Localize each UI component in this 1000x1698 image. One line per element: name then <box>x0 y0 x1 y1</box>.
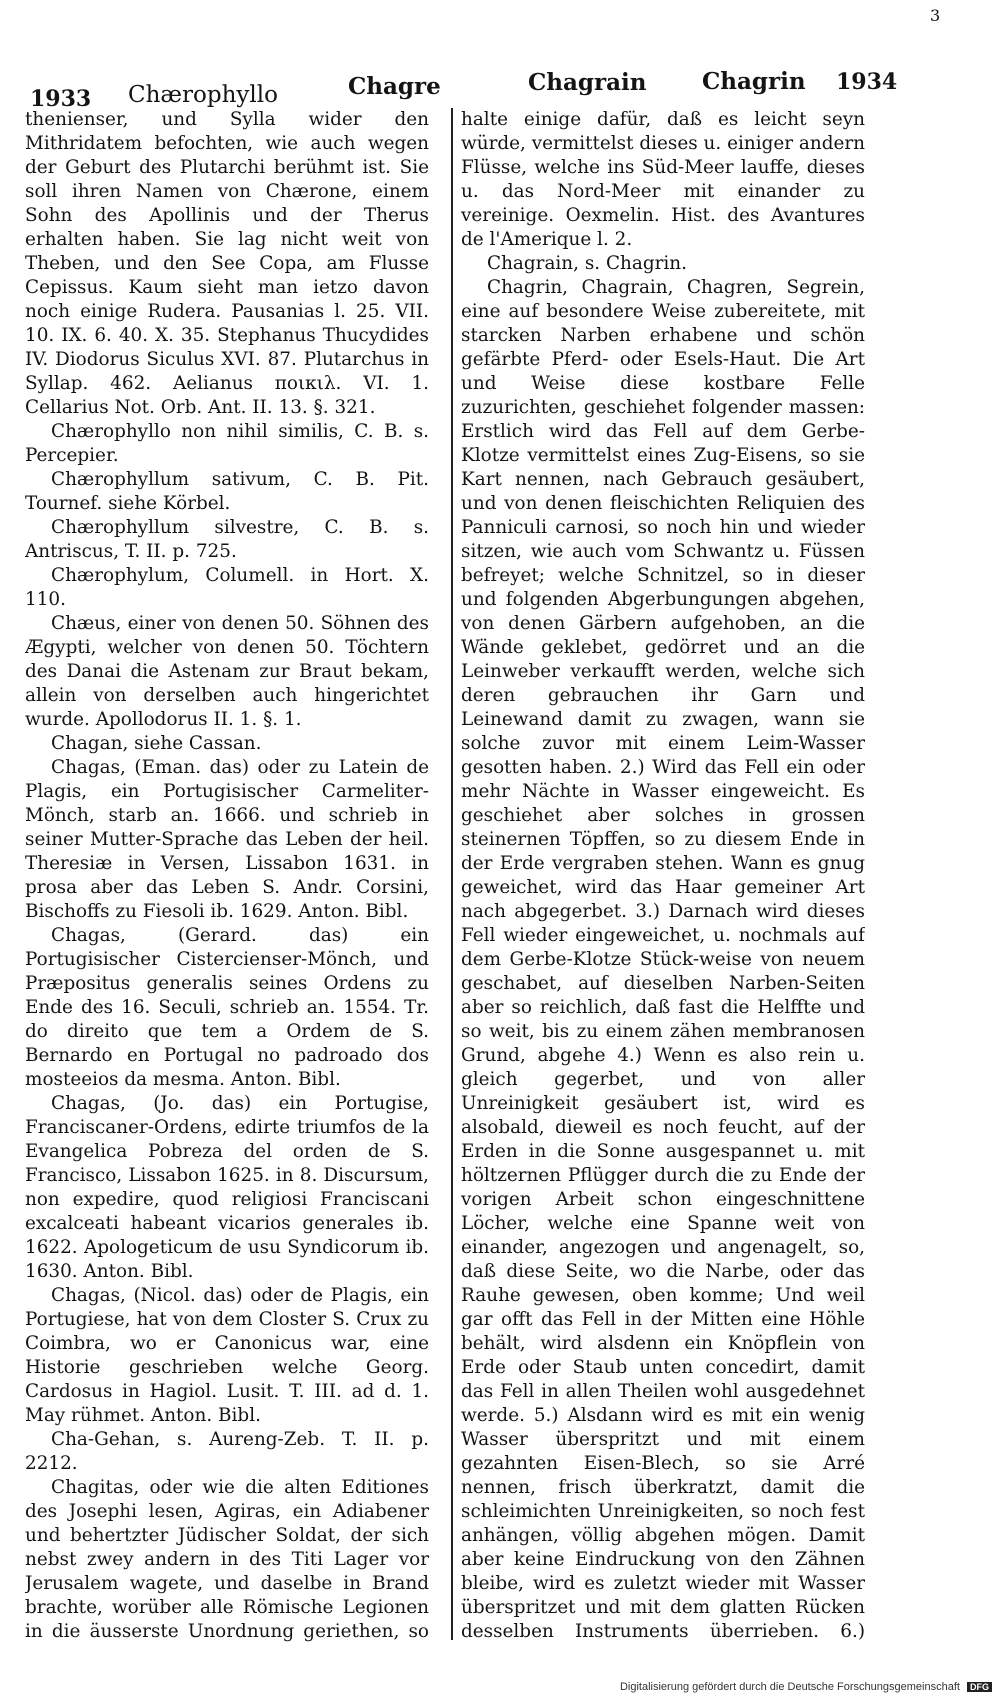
digitization-credit <box>620 1681 992 1693</box>
entry-paragraph: Chærophylum, Columell. in Hort. X. 110. <box>25 565 429 610</box>
entry-paragraph: Chærophyllum sativum, C. B. Pit. Tournef. siehe Körbel. <box>25 469 429 514</box>
running-header <box>26 62 916 112</box>
entry-paragraph: Chagrin, Chagrain, Chagren, Segrein, eine auf besondere Weise zubereitete, mit starcken Narben erhabene und schön gefärbte Pferd- oder Esels-Haut. Die Art und Weise diese kostbare Felle zuzurichten, geschiehet folgender massen: Erstlich wird das Fell auf dem Gerbe-Klotze vermittelst eines Zug-Eisens, so sie Kart nennen, nach Gebrauch gesäubert, und von denen fleischichten Reliquien des Panniculi carnosi, so noch hin und wieder sitzen, wie auch vom Schwantz u. Füssen befreyet; welche Schnitzel, so in dieser und folgenden Abgerbungungen abgehen, von denen Gärbern aufgehoben, an die Wände geklebet, gedörret und an die Leinweber verkaufft werden, welche sich deren gebrauchen ihr Garn und Leinewand damit zu zwagen, wann sie solche zuvor mit einem Leim-Wasser gesotten haben. 2.) Wird das Fell ein oder mehr Nächte in Wasser eingeweicht. Es geschiehet aber solches in grossen steinernen Töpffen, so zu diesem Ende in der Erde vergraben stehen. Wann es gnug geweichet, wird das Haar gemeiner Art nach abgegerbet. 3.) Darnach wird dieses Fell wieder eingeweichet, u. nochmals auf dem Gerbe-Klotze Stück-weise von neuem geschabet, auf dieselben Narben-Seiten aber so reichlich, daß fast die Helffte und so weit, bis zu einem zähen membranosen Grund, abgehe 4.) Wenn es also rein u. gleich gegerbet, und von aller Unreinigkeit gesäubert ist, wird es alsobald, dieweil es noch feucht, auf der Erden in die Sonne ausgespannet u. mit höltzernen Pflügger durch die zu Ende der vorigen Arbeit schon eingeschnittene Löcher, welche eine Spanne weit von einander, angezogen und angenagelt, so, daß diese Seite, wo die Narbe, oder das Rauhe gewesen, oben komme; Und weil gar offt das Fell in der Mitten eine Höhle behält, wird alsdenn ein Knöpflein von Erde oder Staub unten concedirt, damit das Fell in allen Theilen wohl ausgedehnet werde. 5.) Alsdann wird es mit ein wenig Wasser überspritzt und mit einem gezahnten Eisen-Blech, so sie Arré nennen, frisch überkratzt, damit die schleimichten Unreinigkeiten, so noch fest anhängen, völlig abgehen mögen. Damit aber keine Eindruckung von den Zähnen bleibe, wird es zuletzt wieder mit Wasser überspritzet und mit dem glatten Rücken desselben Instruments überrieben. 6.) <box>461 277 865 1642</box>
right-column <box>461 108 865 1646</box>
entry-paragraph: Cha-Gehan, s. Aureng-Zeb. T. II. p. 2212. <box>25 1429 429 1474</box>
left-column <box>25 108 429 1646</box>
entry-paragraph: thenienser, und Sylla wider den Mithridatem befochten, wie auch wegen der Geburt des Plutarchi berühmt ist. Sie soll ihren Namen von Chærone, einem Sohn des Apollinis und der Therus erhalten haben. Sie lag nicht weit von Theben, und den See Copa, am Flusse Cepissus. Kaum sieht man ietzo davon noch einige Rudera. Pausanias l. 25. VII. 10. IX. 6. 40. X. 35. Stephanus Thucydides IV. Diodorus Siculus XVI. 87. Plutarchus in Syllap. 462. Aelianus ποικιλ. VI. 1. Cellarius Not. Orb. Ant. II. 13. §. 321. <box>25 109 429 418</box>
entry-paragraph: Chagas, (Gerard. das) ein Portugisischer Cistercienser-Mönch, und Præpositus generalis seines Ordens zu Ende des 16. Seculi, schrieb an. 1554. Tr. do direito que tem a Ordem de S. Bernardo en Portugal no padroado dos mosteeios da mesma. Anton. Bibl. <box>25 925 429 1090</box>
catchword-4: Chagrin <box>702 68 806 95</box>
corner-mark: 3 <box>930 6 941 25</box>
column-divider <box>451 108 453 1640</box>
page-number-left: 1933 <box>30 86 92 112</box>
page-number-right: 1934 <box>836 69 898 95</box>
catchword-3: Chagrain <box>528 69 647 96</box>
credit-text: Digitalisierung gefördert durch die Deutsche Forschungsgemeinschaft <box>619 1681 960 1693</box>
entry-paragraph: Chagas, (Eman. das) oder zu Latein de Plagis, ein Portugisischer Carmeliter-Mönch, starb an. 1666. und schrieb in seiner Mutter-Sprache das Leben der heil. Theresiæ in Versen, Lissabon 1631. in prosa aber das Leben S. Andr. Corsini, Bischoffs zu Fiesoli ib. 1629. Anton. Bibl. <box>25 757 429 922</box>
entry-paragraph: Chagas, (Nicol. das) oder de Plagis, ein Portugiese, hat von dem Closter S. Crux zu Coimbra, wo er Canonicus war, eine Historie geschrieben welche Georg. Cardosus in Hagiol. Lusit. T. III. ad d. 1. May rühmet. Anton. Bibl. <box>25 1285 429 1426</box>
entry-paragraph: Chagrain, s. Chagrin. <box>487 253 687 274</box>
entry-paragraph: Chagitas, oder wie die alten Editiones des Josephi lesen, Agiras, ein Adiabener und behertzter Jüdischer Soldat, der sich nebst zwey andern in des Titi Lager vor Jerusalem wagete, und daselbe in Brand brachte, worüber alle Römische Legionen in die äusserste Unordnung geriethen, so <box>25 1477 429 1642</box>
entry-paragraph: Chærophyllum silvestre, C. B. s. Antriscus, T. II. p. 725. <box>25 517 429 562</box>
catchword-1: Chærophyllo <box>128 82 278 108</box>
entry-paragraph: Chagan, siehe Cassan. <box>51 733 262 754</box>
dfg-logo: DFG <box>967 1682 992 1692</box>
entry-paragraph: halte einige dafür, daß es leicht seyn würde, vermittelst dieses u. einiger andern Flüsse, welche ins Süd-Meer lauffe, dieses u. das Nord-Meer mit einander zu vereinige. Oexmelin. Hist. des Avantures de l'Amerique l. 2. <box>461 109 865 250</box>
catchword-2: Chagre <box>348 73 441 100</box>
entry-paragraph: Chagas, (Jo. das) ein Portugise, Franciscaner-Ordens, edirte triumfos de la Evangelica Pobreza del orden de S. Francisco, Lissabon 1625. in 8. Discursum, non expedire, quod religiosi Franciscani excalceati habeant vicarios generales ib. 1622. Apologeticum de usu Syndicorum ib. 1630. Anton. Bibl. <box>25 1093 429 1282</box>
entry-paragraph: Chæus, einer von denen 50. Söhnen des Ægypti, welcher von denen 50. Töchtern des Danai die Astenam zur Braut bekam, allein von derselben auch hingerichtet wurde. Apollodorus II. 1. §. 1. <box>25 613 429 730</box>
entry-paragraph: Chærophyllo non nihil similis, C. B. s. Percepier. <box>25 421 429 466</box>
